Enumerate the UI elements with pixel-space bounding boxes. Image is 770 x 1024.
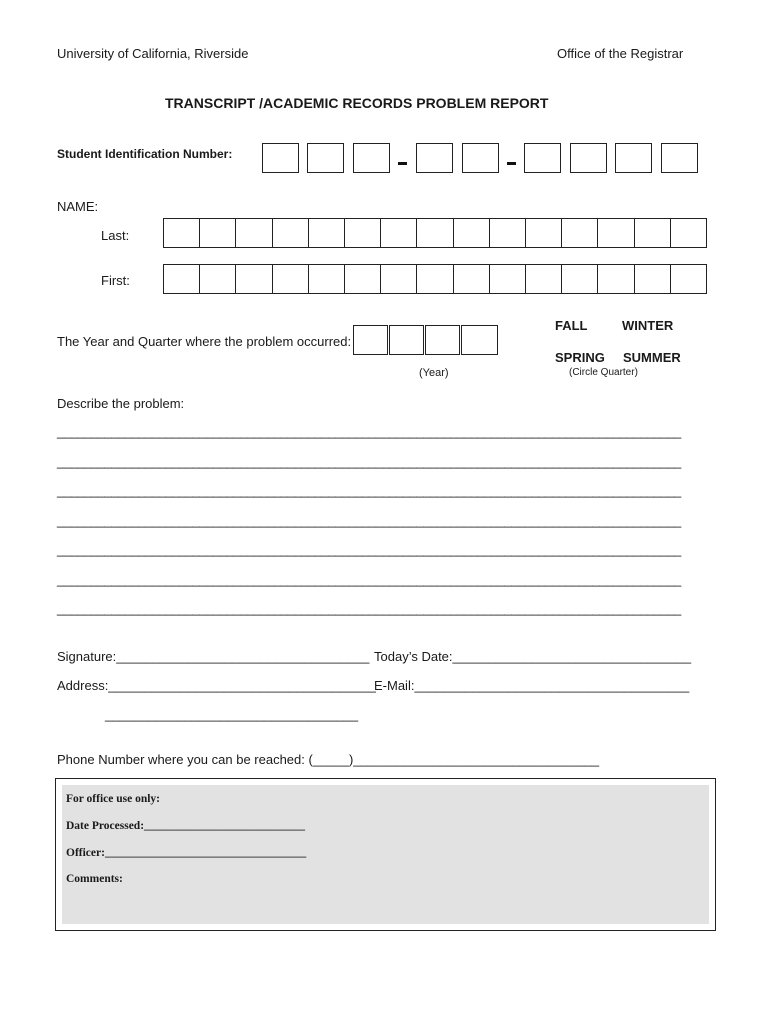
student-id-digit-9[interactable] <box>661 143 698 173</box>
student-id-digit-5[interactable] <box>462 143 499 173</box>
last-name-letter-14[interactable] <box>634 218 671 248</box>
last-name-letter-9[interactable] <box>453 218 490 248</box>
office-use-box <box>55 778 716 931</box>
comments-label: Comments: <box>66 873 123 885</box>
problem-line-5[interactable]: ____________________________________________________________________________________________ <box>57 542 681 557</box>
officer-field[interactable]: Officer:___________________________________ <box>66 847 307 859</box>
first-name-letter-4[interactable] <box>272 264 309 294</box>
last-name-letter-7[interactable] <box>380 218 417 248</box>
first-name-letter-6[interactable] <box>344 264 381 294</box>
student-id-digit-7[interactable] <box>570 143 607 173</box>
last-name-letter-13[interactable] <box>597 218 634 248</box>
student-id-separator-2 <box>507 162 516 165</box>
student-id-separator-1 <box>398 162 407 165</box>
university-name: University of California, Riverside <box>57 46 249 61</box>
last-name-letter-5[interactable] <box>308 218 345 248</box>
student-id-digit-3[interactable] <box>353 143 390 173</box>
last-name-letter-6[interactable] <box>344 218 381 248</box>
phone-field[interactable]: Phone Number where you can be reached: (_____)__________________________________ <box>57 752 600 767</box>
term-label: The Year and Quarter where the problem occurred: <box>57 334 352 349</box>
first-name-letter-7[interactable] <box>380 264 417 294</box>
last-name-letter-4[interactable] <box>272 218 309 248</box>
problem-line-7[interactable]: ____________________________________________________________________________________________ <box>57 601 681 616</box>
first-name-letter-13[interactable] <box>597 264 634 294</box>
todays-date-field[interactable]: Today’s Date:_________________________________ <box>374 649 692 664</box>
year-digit-4[interactable] <box>461 325 498 355</box>
last-name-letter-11[interactable] <box>525 218 562 248</box>
form-title: TRANSCRIPT /ACADEMIC RECORDS PROBLEM REPORT <box>165 95 549 111</box>
year-digit-3[interactable] <box>425 325 460 355</box>
problem-line-2[interactable]: ____________________________________________________________________________________________ <box>57 453 681 469</box>
last-name-letter-15[interactable] <box>670 218 707 248</box>
first-name-letter-9[interactable] <box>453 264 490 294</box>
student-id-digit-4[interactable] <box>416 143 453 173</box>
last-name-letter-8[interactable] <box>416 218 453 248</box>
last-name-label: Last: <box>101 228 130 243</box>
problem-label: Describe the problem: <box>57 396 185 411</box>
quarter-winter[interactable]: WINTER <box>622 318 674 333</box>
office-use-title: For office use only: <box>66 793 161 805</box>
first-name-letter-2[interactable] <box>199 264 236 294</box>
first-name-letter-3[interactable] <box>235 264 272 294</box>
student-id-digit-1[interactable] <box>262 143 299 173</box>
quarter-summer[interactable]: SUMMER <box>623 350 681 365</box>
problem-line-6[interactable]: ____________________________________________________________________________________________ <box>57 571 681 587</box>
name-label: NAME: <box>57 199 99 214</box>
year-digit-2[interactable] <box>389 325 424 355</box>
first-name-label: First: <box>101 273 130 288</box>
first-name-letter-15[interactable] <box>670 264 707 294</box>
first-name-letter-12[interactable] <box>561 264 598 294</box>
first-name-letter-14[interactable] <box>634 264 671 294</box>
problem-line-4[interactable]: ____________________________________________________________________________________________ <box>57 512 681 528</box>
first-name-letter-1[interactable] <box>163 264 200 294</box>
problem-line-1[interactable]: ____________________________________________________________________________________________ <box>57 424 681 439</box>
address-line-2-field[interactable]: ___________________________________ <box>105 707 359 722</box>
quarter-caption: (Circle Quarter) <box>569 367 638 378</box>
last-name-letter-3[interactable] <box>235 218 272 248</box>
year-caption: (Year) <box>419 367 449 379</box>
last-name-letter-2[interactable] <box>199 218 236 248</box>
first-name-letter-11[interactable] <box>525 264 562 294</box>
first-name-letter-10[interactable] <box>489 264 526 294</box>
student-id-digit-6[interactable] <box>524 143 561 173</box>
email-field[interactable]: E-Mail:______________________________________ <box>374 678 690 693</box>
first-name-letter-5[interactable] <box>308 264 345 294</box>
office-name: Office of the Registrar <box>557 46 684 61</box>
year-digit-1[interactable] <box>353 325 388 355</box>
problem-line-3[interactable]: ____________________________________________________________________________________________ <box>57 483 681 498</box>
signature-field[interactable]: Signature:___________________________________ <box>57 649 370 664</box>
date-processed-field[interactable]: Date Processed:____________________________ <box>66 820 306 832</box>
address-field[interactable]: Address:_____________________________________ <box>57 678 376 693</box>
last-name-letter-12[interactable] <box>561 218 598 248</box>
quarter-fall[interactable]: FALL <box>555 318 588 333</box>
student-id-label: Student Identification Number: <box>57 147 233 161</box>
office-use-panel <box>62 785 709 924</box>
quarter-spring[interactable]: SPRING <box>555 350 605 365</box>
student-id-digit-2[interactable] <box>307 143 344 173</box>
last-name-letter-10[interactable] <box>489 218 526 248</box>
first-name-letter-8[interactable] <box>416 264 453 294</box>
student-id-digit-8[interactable] <box>615 143 652 173</box>
last-name-letter-1[interactable] <box>163 218 200 248</box>
